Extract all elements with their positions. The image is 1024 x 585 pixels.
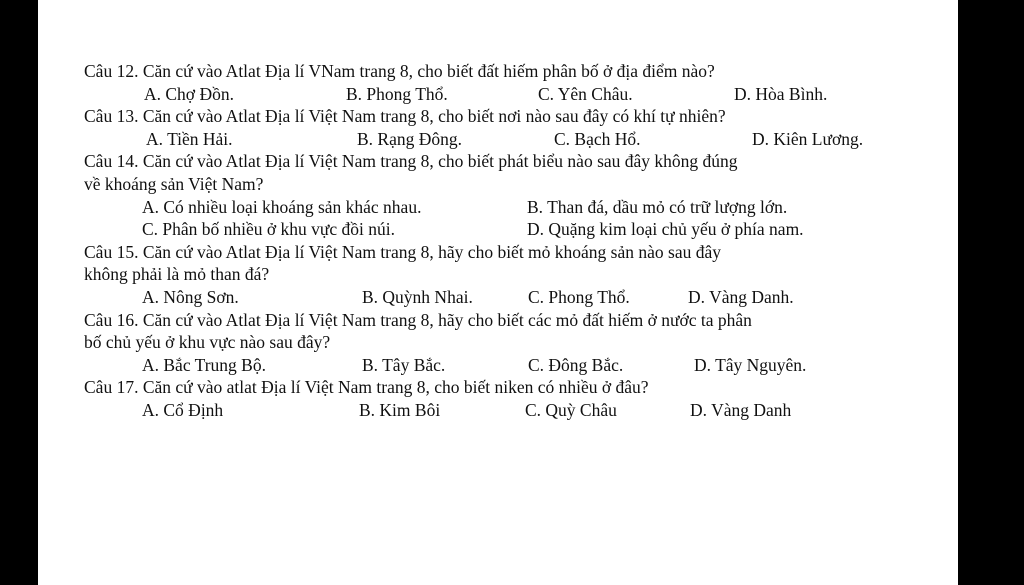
question-stem: Câu 15. Căn cứ vào Atlat Địa lí Việt Nam trang 8, hãy cho biết mỏ khoáng sản nào sau đây (84, 241, 721, 262)
question-stem: Câu 14. Căn cứ vào Atlat Địa lí Việt Nam trang 8, cho biết phát biểu nào sau đây không đúng (84, 151, 738, 172)
answer-options (84, 399, 924, 422)
question-stem-continued: bố chủ yếu ở khu vực nào sau đây? (84, 332, 331, 353)
option-d: D. Quặng kim loại chủ yếu ở phía nam. (527, 219, 804, 240)
answer-options (84, 354, 924, 377)
question-stem: Câu 16. Căn cứ vào Atlat Địa lí Việt Nam trang 8, hãy cho biết các mỏ đất hiếm ở nước ta phân (84, 309, 752, 330)
question-stem: Câu 12. Căn cứ vào Atlat Địa lí VNam trang 8, cho biết đất hiếm phân bố ở địa điểm nào? (84, 61, 715, 81)
option-a: A. Chợ Đồn. (144, 83, 234, 104)
option-d: D. Kiên Lương. (752, 128, 864, 149)
option-b: B. Tây Bắc. (362, 354, 446, 375)
question-stem-continued: không phải là mỏ than đá? (84, 264, 270, 285)
option-c: C. Đông Bắc. (528, 354, 624, 375)
option-a: A. Cổ Định (142, 399, 224, 420)
option-b: B. Rạng Đông. (357, 128, 462, 149)
answer-options (84, 196, 924, 219)
option-b: B. Phong Thổ. (346, 83, 448, 104)
option-d: D. Tây Nguyên. (694, 354, 807, 375)
option-c: C. Phong Thổ. (528, 286, 630, 307)
option-d: D. Vàng Danh. (688, 286, 794, 307)
answer-options (84, 128, 924, 151)
option-d: D. Hòa Bình. (734, 83, 828, 104)
question-stem: Câu 13. Căn cứ vào Atlat Địa lí Việt Nam trang 8, cho biết nơi nào sau đây có khí tự nhiên? (84, 106, 726, 127)
option-b: B. Than đá, dầu mỏ có trữ lượng lớn. (527, 196, 788, 217)
option-a: A. Bắc Trung Bộ. (142, 354, 266, 375)
document-body (84, 60, 924, 422)
option-b: B. Quỳnh Nhai. (362, 286, 473, 307)
option-a: A. Có nhiều loại khoáng sản khác nhau. (142, 196, 422, 217)
question-stem-continued: về khoáng sản Việt Nam? (84, 173, 264, 194)
answer-options (84, 83, 924, 106)
option-c: C. Quỳ Châu (525, 399, 617, 420)
option-c: C. Bạch Hổ. (554, 128, 641, 149)
option-c: C. Yên Châu. (538, 83, 633, 104)
answer-options (84, 218, 924, 241)
question-stem: Câu 17. Căn cứ vào atlat Địa lí Việt Nam trang 8, cho biết niken có nhiều ở đâu? (84, 377, 649, 398)
option-c: C. Phân bố nhiều ở khu vực đồi núi. (142, 219, 396, 240)
option-a: A. Tiền Hải. (146, 128, 233, 149)
answer-options (84, 286, 924, 309)
option-b: B. Kim Bôi (359, 399, 441, 420)
option-d: D. Vàng Danh (690, 399, 792, 420)
option-a: A. Nông Sơn. (142, 286, 239, 307)
